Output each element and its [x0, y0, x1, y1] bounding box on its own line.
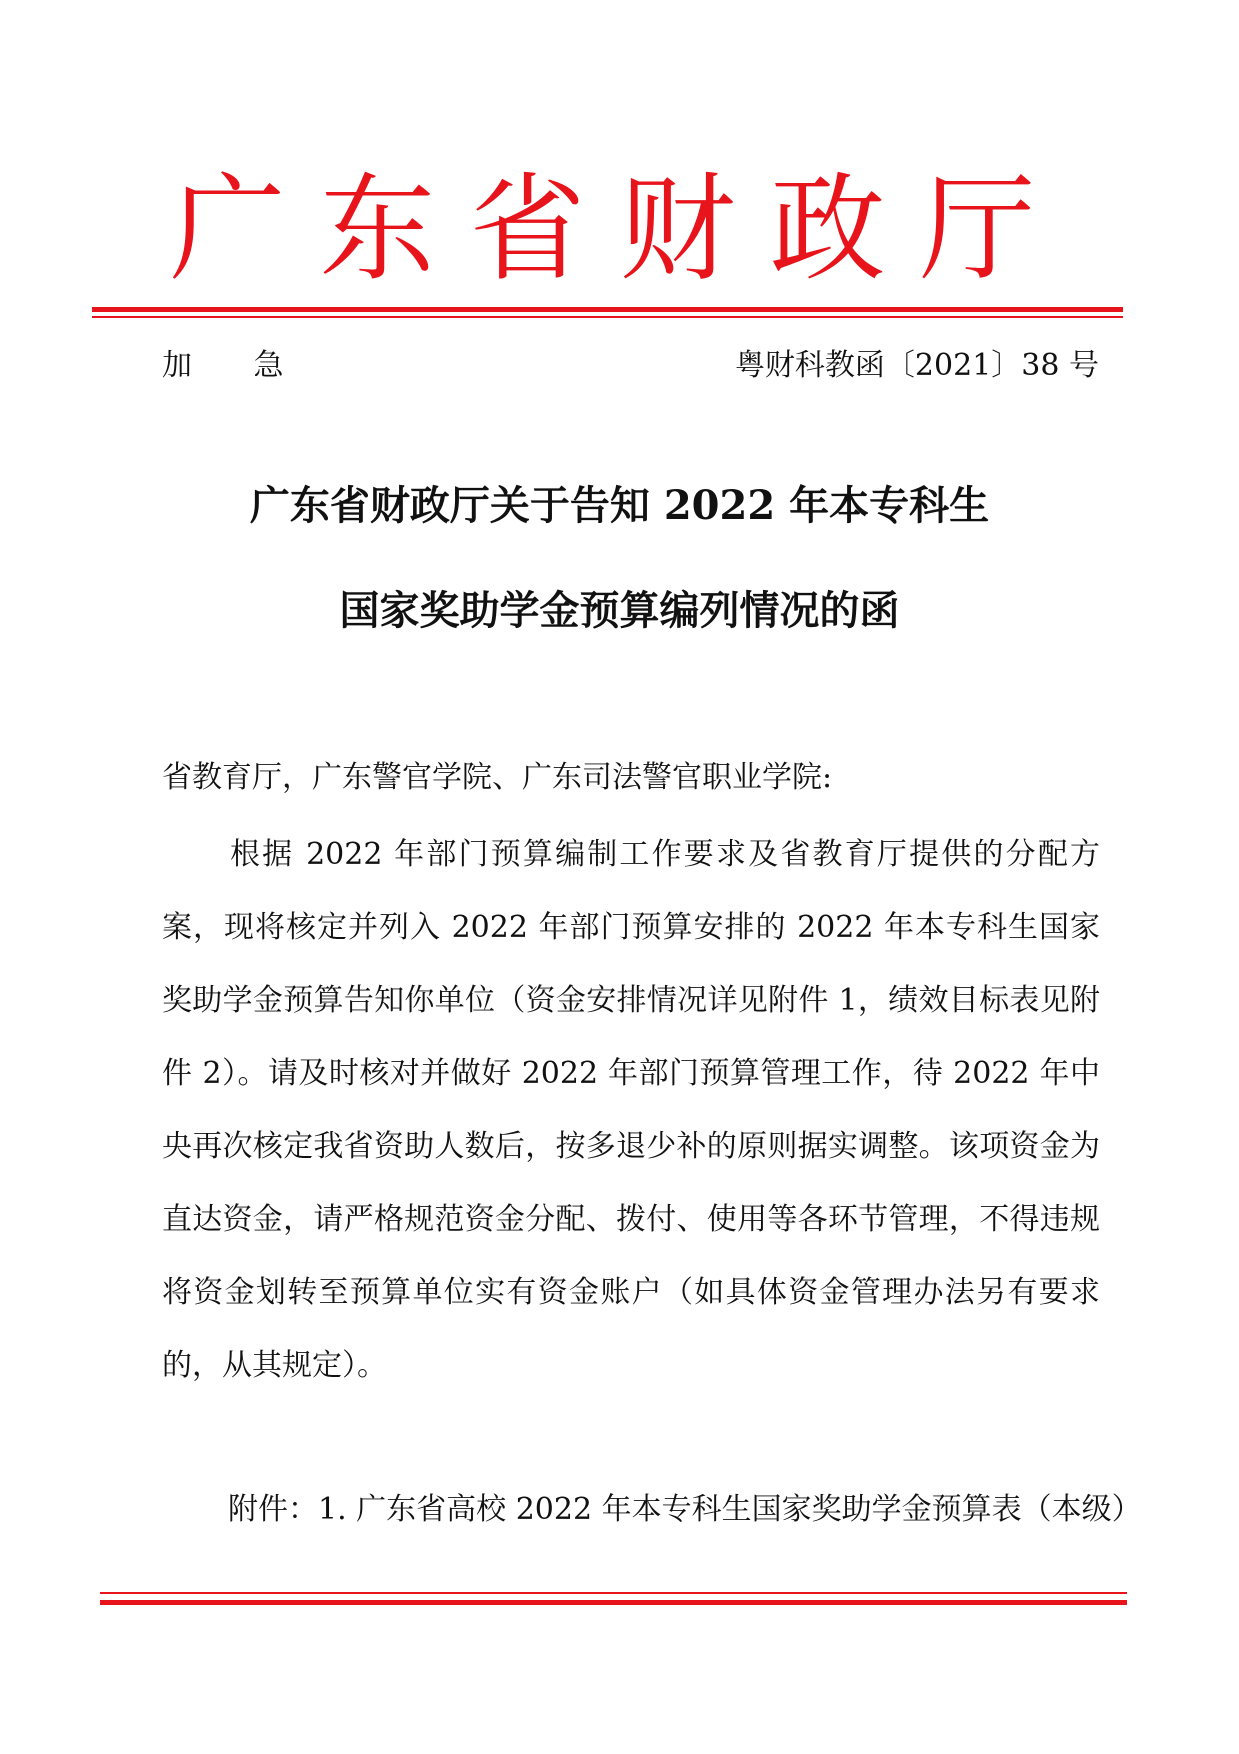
footer-red-rule-thin	[100, 1592, 1127, 1594]
document-title-line-2: 国家奖助学金预算编列情况的函	[339, 587, 900, 634]
footer-red-rule-thick	[100, 1600, 1127, 1605]
attachment-line: 附件：1. 广东省高校 2022 年本专科生国家奖助学金预算表（本级）	[228, 1492, 1142, 1527]
header-red-rule-thin	[92, 316, 1123, 318]
document-title-line-1: 广东省财政厅关于告知 2022 年本专科生	[249, 482, 990, 529]
document-number: 粤财科教函〔2021〕38 号	[734, 348, 1099, 383]
agency-title: 广东省财政厅	[169, 162, 1070, 297]
urgency-label: 加 急	[162, 348, 310, 383]
header-red-rule-thick	[92, 307, 1123, 312]
addressee: 省教育厅，广东警官学院、广东司法警官职业学院:	[162, 760, 833, 795]
body-paragraph: 根据 2022 年部门预算编制工作要求及省教育厅提供的分配方案，现将核定并列入 2022 年部门预算安排的 2022 年本专科生国家奖助学金预算告知你单位（资金安排情况详见附件 1，绩效目标表见附件 2）。请及时核对并做好 2022 年部门预算管理工作，待 2022 年中央再次核定我省资助人数后，按多退少补的原则据实调整。该项资金为直达资金，请严格规范资金分配、拨付、使用等各环节管理，不得违规将资金划转至预算单位实有资金账户（如具体资金管理办法另有要求的，从其规定）。	[162, 837, 1100, 1383]
